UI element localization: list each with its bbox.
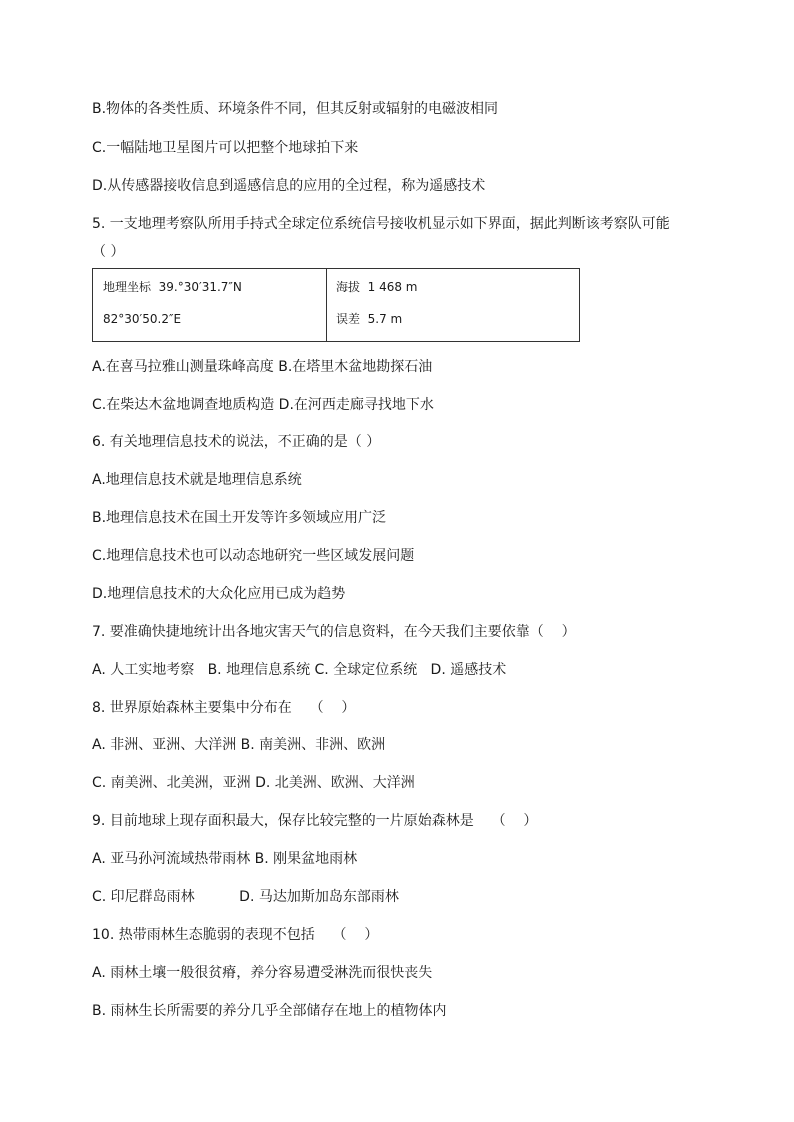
gps-coordinate-lon: 82°30′50.2″E <box>103 312 182 326</box>
q9-options-cd: C. 印尼群岛雨林 D. 马达加斯加岛东部雨林 <box>92 889 399 905</box>
q8-options-cd: C. 南美洲、北美洲，亚洲 D. 北美洲、欧洲、大洋洲 <box>92 775 415 791</box>
gps-readout-table <box>92 268 580 342</box>
q6-option-d: D.地理信息技术的大众化应用已成为趋势 <box>92 586 346 602</box>
option-b-line: B.物体的各类性质、环境条件不同，但其反射或辐射的电磁波相同 <box>92 101 499 117</box>
question-7-text: 7. 要准确快捷地统计出各地灾害天气的信息资料，在今天我们主要依靠（ ） <box>92 624 576 640</box>
q7-options: A. 人工实地考察 B. 地理信息系统 C. 全球定位系统 D. 遥感技术 <box>92 662 507 678</box>
q9-options-ab: A. 亚马孙河流域热带雨林 B. 刚果盆地雨林 <box>92 851 358 867</box>
question-5-text: 5. 一支地理考察队所用手持式全球定位系统信号接收机显示如下界面，据此判断该考察队可能 <box>92 216 670 232</box>
question-5-bracket: （ ） <box>92 244 125 260</box>
gps-altitude: 海拔 1 468 m <box>336 280 418 294</box>
question-8-text: 8. 世界原始森林主要集中分布在 （ ） <box>92 700 356 716</box>
option-c-line: C.一幅陆地卫星图片可以把整个地球拍下来 <box>92 140 359 156</box>
option-d-line: D.从传感器接收信息到遥感信息的应用的全过程，称为遥感技术 <box>92 178 486 194</box>
q6-option-b: B.地理信息技术在国土开发等许多领域应用广泛 <box>92 510 387 526</box>
q10-option-a: A. 雨林土壤一般很贫瘠，养分容易遭受淋洗而很快丧失 <box>92 965 433 981</box>
q5-options-ab: A.在喜马拉雅山测量珠峰高度 B.在塔里木盆地勘探石油 <box>92 359 433 375</box>
q6-option-c: C.地理信息技术也可以动态地研究一些区域发展问题 <box>92 548 415 564</box>
q10-option-b: B. 雨林生长所需要的养分几乎全部储存在地上的植物体内 <box>92 1003 447 1019</box>
q8-options-ab: A. 非洲、亚洲、大洋洲 B. 南美洲、非洲、欧洲 <box>92 737 386 753</box>
q5-options-cd: C.在柴达木盆地调查地质构造 D.在河西走廊寻找地下水 <box>92 397 434 413</box>
question-9-text: 9. 目前地球上现存面积最大，保存比较完整的一片原始森林是 （ ） <box>92 813 538 829</box>
q6-option-a: A.地理信息技术就是地理信息系统 <box>92 472 302 488</box>
gps-error: 误差 5.7 m <box>336 312 403 326</box>
table-divider <box>326 269 327 341</box>
question-6-text: 6. 有关地理信息技术的说法，不正确的是（ ） <box>92 434 381 450</box>
gps-coordinate-lat: 地理坐标 39.°30′31.7″N <box>103 280 242 294</box>
question-10-text: 10. 热带雨林生态脆弱的表现不包括 （ ） <box>92 927 379 943</box>
